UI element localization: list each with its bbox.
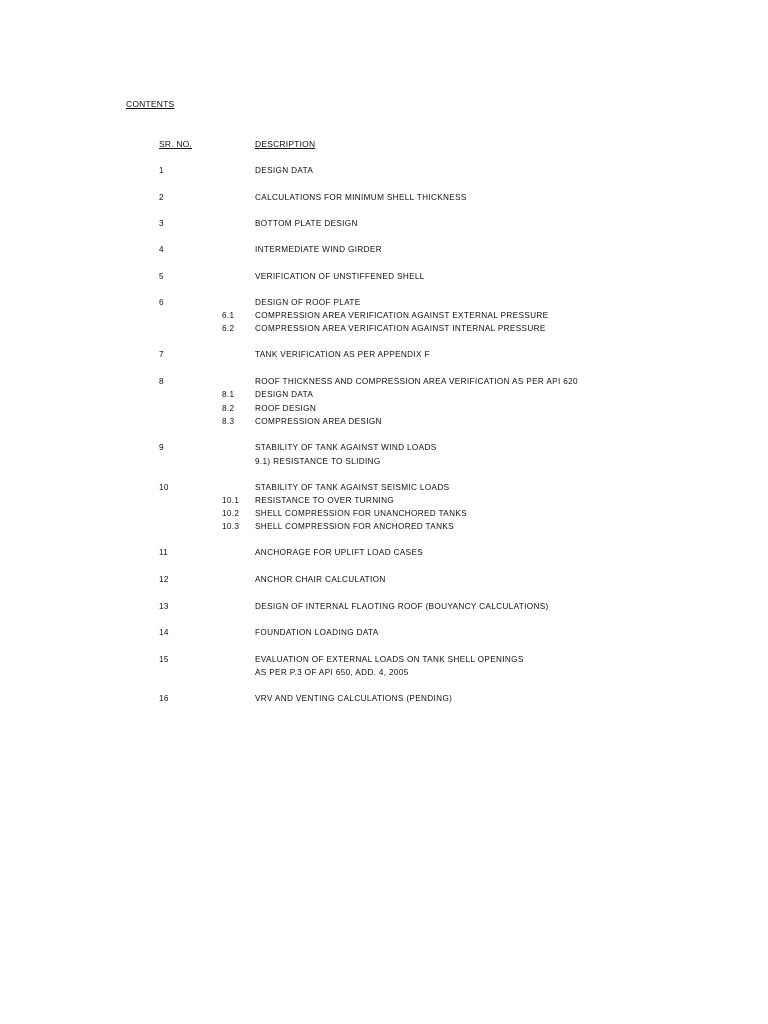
entry-number: 13 <box>159 602 169 611</box>
entry-subnumber: 6.1 <box>222 311 235 320</box>
entry-subnumber: 8.3 <box>222 417 235 426</box>
entry-description: DESIGN OF INTERNAL FLAOTING ROOF (BOUYANCY CALCULATIONS) <box>255 602 549 611</box>
toc-entry <box>0 655 768 667</box>
entry-description: VRV AND VENTING CALCULATIONS (PENDING) <box>255 694 453 703</box>
entry-description: ANCHORAGE FOR UPLIFT LOAD CASES <box>255 548 424 557</box>
toc-entry <box>0 548 768 560</box>
description-column-header: DESCRIPTION <box>255 139 316 149</box>
entry-description: 9.1) RESISTANCE TO SLIDING <box>255 457 381 466</box>
entry-description: RESISTANCE TO OVER TURNING <box>255 496 395 505</box>
toc-entry <box>0 668 768 680</box>
entry-number: 15 <box>159 655 169 664</box>
entry-description: SHELL COMPRESSION FOR ANCHORED TANKS <box>255 522 454 531</box>
toc-entry <box>0 311 768 323</box>
toc-entry <box>0 219 768 231</box>
toc-entry <box>0 193 768 205</box>
entry-subnumber: 8.2 <box>222 404 235 413</box>
toc-entry <box>0 166 768 178</box>
entry-description: ROOF DESIGN <box>255 404 317 413</box>
toc-entry <box>0 457 768 469</box>
toc-entry <box>0 272 768 284</box>
toc-entry <box>0 390 768 402</box>
entry-number: 7 <box>159 350 164 359</box>
entry-number: 12 <box>159 575 169 584</box>
entry-description: CALCULATIONS FOR MINIMUM SHELL THICKNESS <box>255 193 467 202</box>
entry-description: SHELL COMPRESSION FOR UNANCHORED TANKS <box>255 509 467 518</box>
entry-description: DESIGN OF ROOF PLATE <box>255 298 361 307</box>
entry-number: 1 <box>159 166 164 175</box>
entry-description: STABILITY OF TANK AGAINST SEISMIC LOADS <box>255 483 450 492</box>
entry-description: COMPRESSION AREA VERIFICATION AGAINST INTERNAL PRESSURE <box>255 324 546 333</box>
entry-number: 10 <box>159 483 169 492</box>
toc-entry <box>0 509 768 521</box>
entry-description: FOUNDATION LOADING DATA <box>255 628 379 637</box>
toc-entry <box>0 443 768 455</box>
entry-number: 8 <box>159 377 164 386</box>
toc-entry <box>0 324 768 336</box>
entry-description: VERIFICATION OF UNSTIFFENED SHELL <box>255 272 425 281</box>
entry-subnumber: 10.3 <box>222 522 240 531</box>
entry-description: ROOF THICKNESS AND COMPRESSION AREA VERIFICATION AS PER API 620 <box>255 377 578 386</box>
entry-subnumber: 6.2 <box>222 324 235 333</box>
toc-entry <box>0 245 768 257</box>
entry-description: DESIGN DATA <box>255 390 314 399</box>
entry-description: STABILITY OF TANK AGAINST WIND LOADS <box>255 443 437 452</box>
entry-number: 4 <box>159 245 164 254</box>
entry-number: 3 <box>159 219 164 228</box>
entry-subnumber: 8.1 <box>222 390 235 399</box>
entry-number: 16 <box>159 694 169 703</box>
entry-number: 2 <box>159 193 164 202</box>
entry-number: 5 <box>159 272 164 281</box>
entry-number: 6 <box>159 298 164 307</box>
entry-number: 14 <box>159 628 169 637</box>
toc-entry <box>0 377 768 389</box>
toc-entry <box>0 496 768 508</box>
entry-description: EVALUATION OF EXTERNAL LOADS ON TANK SHELL OPENINGS <box>255 655 524 664</box>
toc-entry <box>0 602 768 614</box>
toc-entry <box>0 483 768 495</box>
toc-entry <box>0 522 768 534</box>
entry-subnumber: 10.2 <box>222 509 240 518</box>
entry-subnumber: 10.1 <box>222 496 240 505</box>
entry-description: TANK VERIFICATION AS PER APPENDIX F <box>255 350 430 359</box>
toc-entry <box>0 350 768 362</box>
entry-description: COMPRESSION AREA DESIGN <box>255 417 382 426</box>
entry-description: INTERMEDIATE WIND GIRDER <box>255 245 382 254</box>
toc-entry <box>0 694 768 706</box>
entry-number: 11 <box>159 548 169 557</box>
toc-entry <box>0 575 768 587</box>
entry-number: 9 <box>159 443 164 452</box>
toc-entry <box>0 417 768 429</box>
entry-description: COMPRESSION AREA VERIFICATION AGAINST EXTERNAL PRESSURE <box>255 311 549 320</box>
toc-entry <box>0 628 768 640</box>
contents-heading: CONTENTS <box>126 99 175 109</box>
entry-description: DESIGN DATA <box>255 166 314 175</box>
toc-entry <box>0 404 768 416</box>
sr-no-column-header: SR. NO. <box>159 139 193 149</box>
entry-description: AS PER P.3 OF API 650, ADD. 4, 2005 <box>255 668 409 677</box>
toc-entry <box>0 298 768 310</box>
entry-description: BOTTOM PLATE DESIGN <box>255 219 358 228</box>
entry-description: ANCHOR CHAIR CALCULATION <box>255 575 386 584</box>
